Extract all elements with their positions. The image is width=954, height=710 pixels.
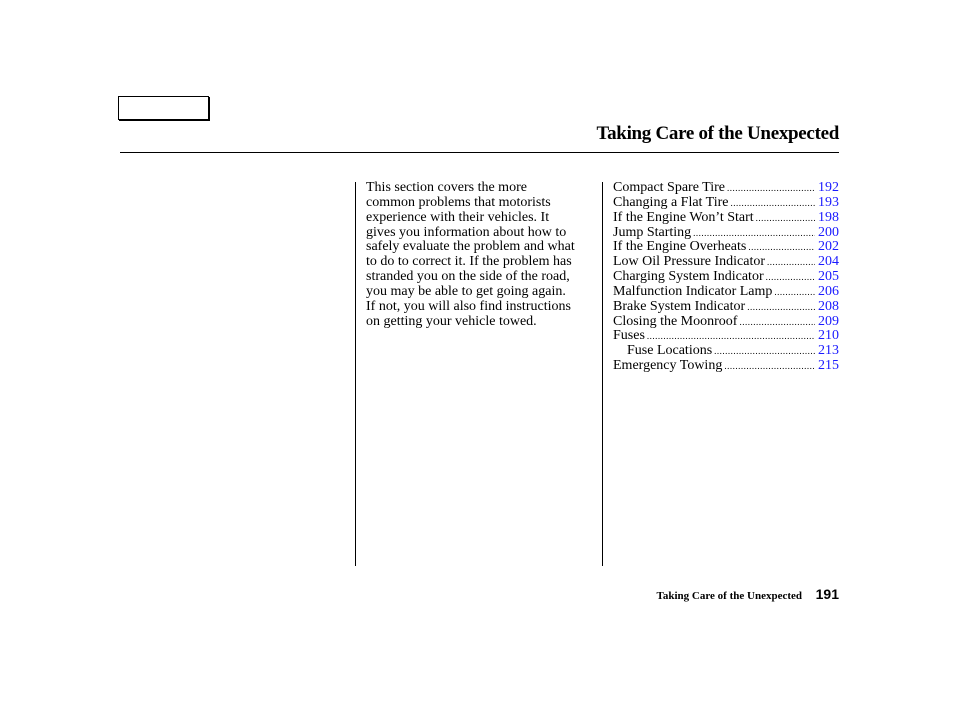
- intro-line: If not, you will also find instructions: [366, 298, 571, 314]
- toc-page-link[interactable]: 192: [818, 180, 839, 195]
- toc-page-link[interactable]: 210: [818, 328, 839, 344]
- column-rule-left: [355, 182, 356, 566]
- toc-page-link[interactable]: 200: [818, 224, 839, 240]
- table-of-contents: [613, 181, 839, 374]
- toc-item-emergency-towing[interactable]: [613, 359, 839, 374]
- toc-page-link[interactable]: 209: [818, 313, 839, 329]
- section-title: Taking Care of the Unexpected: [596, 123, 839, 144]
- toc-label: Jump Starting: [613, 224, 692, 240]
- intro-line: you may be able to get going again.: [366, 283, 566, 299]
- toc-leader-dots: [747, 300, 815, 315]
- intro-line: stranded you on the side of the road,: [366, 269, 570, 285]
- toc-item-fuses[interactable]: [613, 329, 839, 344]
- toc-label: Charging System Indicator: [613, 269, 764, 285]
- toc-leader-dots: [727, 181, 815, 196]
- intro-paragraph: [366, 181, 598, 329]
- toc-label: If the Engine Won’t Start: [613, 209, 754, 225]
- intro-line: common problems that motorists: [366, 194, 551, 210]
- toc-item-jump-starting[interactable]: [613, 226, 839, 241]
- toc-page-link[interactable]: 202: [818, 239, 839, 255]
- toc-label: Malfunction Indicator Lamp: [613, 283, 773, 299]
- toc-label: Low Oil Pressure Indicator: [613, 254, 766, 270]
- intro-line: This section covers the more: [366, 180, 527, 195]
- toc-item-fuse-locations[interactable]: [613, 344, 839, 359]
- toc-label: Changing a Flat Tire: [613, 194, 729, 210]
- intro-line: on getting your vehicle towed.: [366, 313, 537, 329]
- toc-page-link[interactable]: 205: [818, 269, 839, 285]
- page-number: 191: [815, 586, 839, 602]
- toc-label: If the Engine Overheats: [613, 239, 747, 255]
- title-rule: [120, 152, 839, 153]
- toc-leader-dots: [756, 211, 815, 226]
- intro-line: gives you information about how to: [366, 224, 567, 240]
- toc-leader-dots: [774, 285, 815, 300]
- toc-label: Brake System Indicator: [613, 298, 746, 314]
- toc-leader-dots: [724, 359, 815, 374]
- toc-page-link[interactable]: 206: [818, 283, 839, 299]
- toc-page-link[interactable]: 204: [818, 254, 839, 270]
- toc-item-low-oil-pressure[interactable]: [613, 255, 839, 270]
- toc-page-link[interactable]: 193: [818, 194, 839, 210]
- toc-item-charging-system[interactable]: [613, 270, 839, 285]
- toc-item-engine-wont-start[interactable]: [613, 211, 839, 226]
- toc-label: Fuse Locations: [627, 343, 713, 359]
- intro-line: safely evaluate the problem and what: [366, 239, 575, 255]
- intro-line: to do to correct it. If the problem has: [366, 254, 572, 270]
- toc-leader-dots: [748, 240, 815, 255]
- intro-line: experience with their vehicles. It: [366, 209, 550, 225]
- toc-leader-dots: [739, 315, 815, 330]
- toc-page-link[interactable]: 198: [818, 209, 839, 225]
- toc-leader-dots: [731, 196, 815, 211]
- column-rule-right: [602, 182, 603, 566]
- toc-page-link[interactable]: 213: [818, 343, 839, 359]
- toc-item-malfunction-indicator[interactable]: [613, 285, 839, 300]
- toc-page-link[interactable]: 208: [818, 298, 839, 314]
- toc-leader-dots: [647, 329, 815, 344]
- toc-item-closing-moonroof[interactable]: [613, 315, 839, 330]
- toc-label: Emergency Towing: [613, 358, 723, 374]
- toc-label: Fuses: [613, 328, 645, 344]
- toc-item-brake-system[interactable]: [613, 300, 839, 315]
- toc-item-compact-spare-tire[interactable]: [613, 181, 839, 196]
- toc-label: Compact Spare Tire: [613, 180, 725, 195]
- toc-leader-dots: [714, 344, 815, 359]
- toc-label: Closing the Moonroof: [613, 313, 738, 329]
- toc-item-changing-flat-tire[interactable]: [613, 196, 839, 211]
- nav-box[interactable]: [118, 96, 209, 120]
- toc-leader-dots: [767, 255, 815, 270]
- toc-leader-dots: [766, 270, 815, 285]
- footer-section-label: Taking Care of the Unexpected: [656, 590, 802, 602]
- toc-leader-dots: [693, 226, 815, 241]
- toc-item-engine-overheats[interactable]: [613, 240, 839, 255]
- toc-page-link[interactable]: 215: [818, 358, 839, 374]
